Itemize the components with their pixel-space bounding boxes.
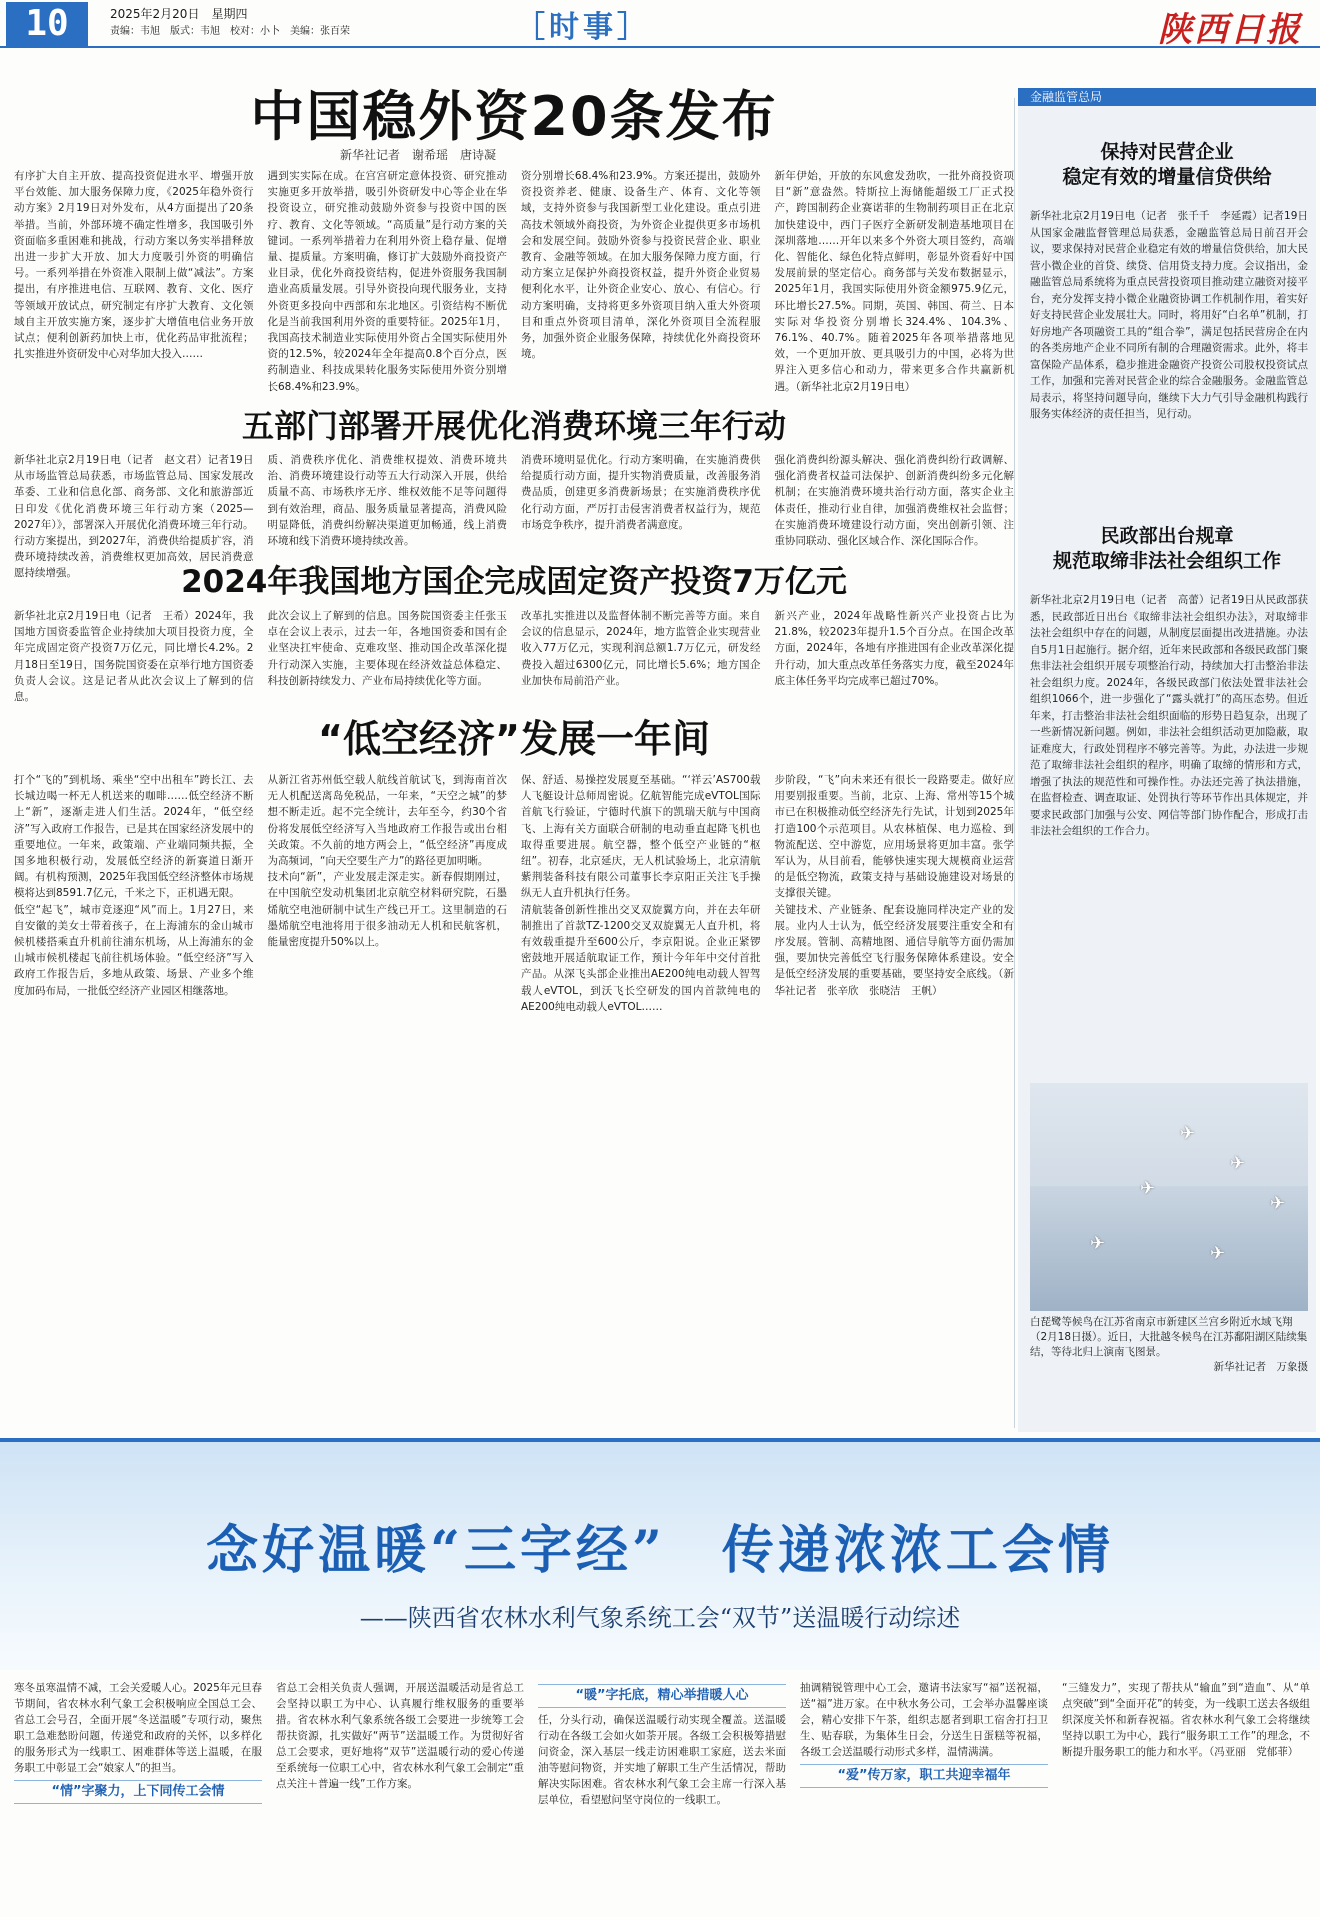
- byline: 新华社记者 谢希瑶 唐诗凝: [340, 148, 497, 162]
- bird-icon: ✈: [1180, 1123, 1196, 1144]
- article-soe-body: [14, 608, 1014, 708]
- paragraph: 资分别增长68.4%和23.9%。方案还提出，鼓励外资投资养老、健康、设备生产、体育、文化等领域，支持外资参与我国新型工业化建设。重点引进高技术领域外商投资，为外资企业提供更多市场机会和发展空间。鼓励外资参与投资民营企业、职业教育、金融等领域。在加大服务保障力度方面，行动方案立足保护外商投资权益，提升外资企业贸易便利化水平，让外资企业安心、放心、有信心。行动方案明确，支持将更多外资项目纳入重大外资项目和重点外资项目清单，深化外资项目全流程服务，加强外资企业服务保障，持续优化外商投资环境。: [521, 170, 761, 361]
- bird-icon: ✈: [1090, 1233, 1106, 1254]
- masthead-info: [110, 6, 410, 40]
- paragraph: [14, 772, 254, 1422]
- paragraph: 遇到实实际在成。在宫宫研定意体投资、研究推动实施更多开放举措，吸引外资研发中心等企业在华投资设立，研究推动鼓励外资参与投资中国的医疗、教育、文化等领域。“高质量”是行动方案的关键词。一系列举措着力在利用外资上稳存量、促增量、提质量。方案明确，修订扩大鼓励外商投资产业目录，优化外商投资结构，促进外资服务我国制造业高质量发展。引导外资投向现代服务业，支持外资更多投向中西部和东北地区。引资结构不断优化是当前我国利用外资的重要特征。2025年1月，我国高技术制造业实际使用外资占全国实际使用外资的12.5%，较2024年全年提高0.8个百分点，医药制造业、科技成果转化服务实际使用外资分别增长68.4%和23.9%。: [267, 170, 507, 393]
- paragraph-part: 步阶段，“飞”向未来还有很长一段路要走。做好应用要别报重要。当前，北京、上海、常州等15个城市已在积极推动低空经济先行先试，计划到2025年打造100个示范项目。从农林植保、电力巡检、到物流配送、空中游览，应用场景将更加丰富。张学军认为，从目前看，能够快速实现大规模商业运营的是低空物流，政策支持与基础设施建设对场景的支撑很关键。: [774, 774, 1014, 900]
- sidebar-headline-private-credit: [1020, 140, 1314, 190]
- paragraph: 新年伊始，开放的东风愈发劲吹，一批外商投资项目“新”意盎然。特斯拉上海储能超级工厂正式投产，跨国制药企业赛诺菲的生物制药项目正在北京加快建设中，西门子医疗全新研发制造基地项目在深圳落地……开年以来多个外资大项目签约，高端化、智能化、绿色化特点鲜明，彰显外资看好中国发展前景的坚定信心。商务部与关发布数据显示，2025年1月，我国实际使用外资金额975.9亿元，环比增长27.5%。同期，英国、韩国、荷兰、日本实际对华投资分别增长324.4%、104.3%、76.1%、40.7%。随着2025年各项举措落地见效，一个更加开放、更具吸引力的中国，必将为世界注入更多信心和动力，带来更多合作共赢新机遇。（新华社北京2月19日电）: [774, 170, 1014, 393]
- sidebar-headline-civil-affairs: [1020, 524, 1314, 574]
- paragraph: 此次会议上了解到的信息。国务院国资委主任张玉卓在会议上表示，过去一年，各地国资委和国有企业坚决扛牢使命、克难攻坚、推动国企改革深化提升行动深入实施，主要体现在经济效益总体稳定、科技创新持续发力、产业布局持续优化等方面。: [267, 610, 507, 687]
- paragraph: 改革扎实推进以及监督体制不断完善等方面。来自会议的信息显示，2024年，地方监管企业实现营业收入77万亿元，实现利润总额1.7万亿元，研发经费投入超过6300亿元，同比增长5.6%；地方国企业加快布局前沿产业。: [521, 610, 761, 687]
- feature-subhead: “情”字聚力，上下同传工会情: [14, 1780, 262, 1804]
- paragraph: [268, 772, 508, 1422]
- headline-low-altitude-economy: “低空经济”发展一年间: [318, 717, 710, 761]
- paragraph: 新华社北京2月19日电（记者 赵文君）记者19日从市场监管总局获悉，市场监管总局、国家发展改革委、工业和信息化部、商务部、文化和旅游部近日印发《优化消费环境三年行动方案（2025—2027年）》，部署深入开展优化消费环境三年行动。行动方案提出，到2027年，消费供给提质扩容，消费环境持续改善，消费维权更加高效，居民消费意愿持续增强。: [14, 454, 254, 580]
- feature-subhead: “暖”字托底，精心举措暖人心: [538, 1684, 786, 1708]
- headline-line: 规范取缔非法社会组织工作: [1052, 550, 1281, 572]
- paragraph-text: 寒冬虽寒温情不减，工会关爱暖人心。2025年元旦春节期间，省农林水利气象工会积极响应全国总工会、省总工会号召，全面开展“冬送温暖”专项行动，聚焦职工急难愁盼问题，传递党和政府的关怀，以多样化的服务形式为一线职工、困难群体等送上温暖，在服务职工中彰显工会“娘家人”的担当。: [14, 1682, 262, 1774]
- caption-text: 白琵鹭等候鸟在江苏省南京市新建区兰宫乡附近水域飞翔（2月18日摄）。近日，大批越冬候鸟在江苏鄱阳湖区陆续集结，等待北归上演南飞图景。: [1030, 1316, 1308, 1358]
- issue-date: 2025年2月20日 星期四: [110, 7, 248, 21]
- newspaper-logo: 陕西日报: [1158, 10, 1302, 50]
- paragraph-part: 保、舒适、易操控发展夏至基础。“‘祥云’AS700载人飞艇设计总师周密说。亿航智能完成eVTOL国际首航飞行验证，宁德时代旗下的凯瑞天航与中国商飞、上海有关方面联合研制的电动垂直起降飞机也取得重要进展。航空器，整个低空产业链的“枢纽”。初春，北京延庆，无人机试验场上，北京清航紫荆装备科技有限公司董事长李京阳正关注飞手操纵无人直升机执行任务。: [521, 774, 761, 900]
- article-consumption-body: [14, 452, 1014, 580]
- photo-caption: [1030, 1315, 1308, 1375]
- paragraph: 新兴产业，2024年战略性新兴产业投资占比为21.8%，较2023年提升1.5个百分点。在国企改革方面，2024年，各地有序推进国有企业改革深化提升行动，加大重点改革任务落实力度，截至2024年底主体任务平均完成率已超过70%。: [774, 610, 1014, 687]
- paragraph-part: 清航装备创新性推出交叉双旋翼方向，并在去年研制推出了首款TZ-1200交叉双旋翼无人直升机，将有效载重提升至600公斤，李京阳说。企业正紧锣密鼓地开展适航取证工作，预计今年年中交付首批产品。从深飞头部企业推出AE200纯电动载人智驾载人eVTOL，到沃飞长空研发的国内首款纯电的AE200纯电动载人eVTOL……: [521, 903, 761, 1013]
- headline-line: 稳定有效的增量信贷供给: [1062, 166, 1272, 188]
- paragraph: 省总工会相关负责人强调，开展送温暖活动是省总工会坚持以职工为中心、认真履行维权服务的重要举措。省农林水利气象系统各级工会要进一步统筹工会帮扶资源，扎实做好“两节”送温暖工作。为贯彻好省总工会要求，更好地将“双节”送温暖行动的爱心传递至系统每一位职工心中，省农林水利气象工会制定“重点关注＋普遍一线”工作方案。: [276, 1682, 524, 1790]
- editorial-staff: 责编：韦旭 版式：韦旭 校对：小卜 美编：张百荣: [110, 26, 350, 37]
- article-foreign-investment-body: [14, 168, 1014, 396]
- paragraph: [800, 1680, 1048, 1914]
- paragraph: 质、消费秩序优化、消费维权提效、消费环境共治、消费环境建设行动等五大行动深入开展，供给质量不高、市场秩序无序、维权效能不足等问题得到有效治理，商品、服务质量显著提高，消费风险明显降低，消费纠纷解决渠道更加畅通，线上消费环境和线下消费环境持续改善。: [267, 454, 507, 548]
- headline-foreign-investment: 中国稳外资20条发布: [250, 85, 778, 148]
- paragraph: 强化消费纠纷源头解决、强化消费纠纷行政调解、强化消费者权益司法保护、创新消费纠纷多元化解机制；在实施消费环境共治行动方面，落实企业主体责任，推动行业自律，加强消费维权社会监督；在实施消费环境建设行动方面，突出创新引领、注重协同联动、强化区域合作、深化国际合作。: [774, 454, 1014, 548]
- sidebar-story-civil-affairs: 新华社北京2月19日电（记者 高蕾）记者19日从民政部获悉，民政部近日出台《取缔非法社会组织办法》，对取缔非法社会组织中存在的问题，从制度层面提出改进措施。办法自5月1日起施行。据介绍，近年来民政部和各级民政部门聚焦非法社会组织开展专项整治行动，持续加大打击整治非法社会组织力度。2024年，各级民政部门依法处置非法社会组织1066个，进一步强化了“露头就打”的高压态势。但近年来，打击整治非法社会组织面临的形势日趋复杂，出现了一些新情况新问题。例如，非法社会组织活动更加隐蔽，取证难度大，行政处罚程序不够完善等。为此，办法进一步规范了取缔非法社会组织的程序，明确了取缔的情形和方式，增强了执法的规范性和可操作性。办法还完善了执法措施，在监督检查、调查取证、处罚执行等环节作出具体规定，并要求民政部门加强与公安、网信等部门协作配合，形成打击非法社会组织的工作合力。: [1030, 594, 1308, 837]
- paragraph-text: 抽调精锐管理中心工会，邀请书法家写“福”送祝福，送“福”进万家。在中秋水务公司，工会举办温馨座谈会，精心安排下午茶，组织志愿者到职工宿舍打扫卫生、贴春联，为集体生日会，分送生日蛋糕等祝福，各级工会送温暖行动形式多样，温情满满。: [800, 1682, 1048, 1758]
- photo-credit: 新华社记者 万象摄: [1213, 1361, 1308, 1373]
- news-photo-migratory-birds: [1030, 1083, 1308, 1311]
- feature-subhead: “爱”传万家，职工共迎幸福年: [800, 1764, 1048, 1788]
- paragraph-text: 任，分头行动，确保送温暖行动实现全覆盖。送温暖行动在各级工会如火如荼开展。各级工会积极筹措慰问资金，深入基层一线走访困难职工家庭，送去米面油等慰问物资，并实地了解职工生产生活情况，帮助解决实际困难。省农林水利气象工会主席一行深入基层单位，看望慰问坚守岗位的一线职工。: [538, 1714, 786, 1806]
- headline-line: 民政部出台规章: [1100, 525, 1234, 547]
- paragraph-part: 打个“飞的”到机场、乘坐“空中出租车”跨长江、去长城边喝一杯无人机送来的咖啡……低空经济不断上“新”，逐渐走进人们生活。2024年，“低空经济”写入政府工作报告，已是其在国家经济发展中的重要地位。一年来，政策端、产业端同频共振，全国多地积极行动，发展低空经济的新赛道日渐开阔。有机构预测，2025年我国低空经济整体市场规模将达到8591.7亿元，千米之下，正机遇无限。: [14, 774, 254, 900]
- feature-body: [14, 1680, 1310, 1914]
- sidebar-section-tag: 金融监管总局: [1018, 88, 1316, 106]
- bird-icon: ✈: [1230, 1153, 1246, 1174]
- bird-icon: ✈: [1210, 1243, 1226, 1264]
- paragraph-part: 从新江省苏州低空载人航线首航试飞，到海南首次无人机配送离岛免税品，一年来，“天空之城”的梦想不断走近。起不完全统计，去年至今，约30个省份将发展低空经济写入当地政府工作报告或出台相关政策。不久前的地方两会上，“低空经济”再度成为高频词，“向天空要生产力”的路径更加明晰。: [267, 774, 507, 868]
- column-rule: [1014, 98, 1015, 1428]
- headline-consumption-environment: 五部门部署开展优化消费环境三年行动: [241, 407, 786, 445]
- headline-soe-investment: 2024年我国地方国企完成固定资产投资7万亿元: [181, 564, 847, 600]
- paragraph-part: 关键技术、产业链条、配套设施同样决定产业的发展。业内人士认为，低空经济发展要注重安全和有序发展。管制、高精地图、通信导航等方面仍需加强，要加快完善低空飞行服务保障体系建设。安全是低空经济发展的重要基础，要坚持安全底线。（新华社记者 张辛欣 张晓洁 王帆）: [774, 903, 1014, 997]
- paragraph: [521, 772, 761, 1422]
- paragraph: [775, 772, 1015, 1422]
- paragraph-part: 技术向“新”，产业发展走深走实。新春假期刚过，在中国航空发动机集团北京航空材料研究院，石墨烯航空电池研制中试生产线已开工。这里制造的石墨烯航空电池将用于很多油动无人机和民航客机，能量密度提升50%以上。: [267, 871, 507, 949]
- masthead: [0, 0, 1320, 48]
- paragraph: [14, 1680, 262, 1914]
- bird-icon: ✈: [1270, 1193, 1286, 1214]
- bird-icon: ✈: [1140, 1178, 1156, 1199]
- paragraph-part: 低空“起飞”，城市竞逐迎“风”而上。1月27日，来自安徽的美女士带着孩子，在上海浦东的金山城市候机楼搭乘直升机前往浦东机场，从上海浦东的金山城市候机楼起飞前往机场体验。“低空经济”写入政府工作报告后，多地从政策、场景、产业多个维度加码布局，一批低空经济产业园区相继落地。: [14, 903, 254, 997]
- paragraph: 新华社北京2月19日电（记者 王希）2024年，我国地方国资委监管企业持续加大项目投资力度，全年完成固定资产投资7万亿元，同比增长4.2%。2月18日至19日，国务院国资委在京举行地方国资委负责人会议。这是记者从此次会议上了解到的信息。: [14, 610, 254, 704]
- feature-title: 念好温暖“三字经” 传递浓浓工会情: [206, 1520, 1114, 1581]
- article-low-altitude-body: [14, 772, 1014, 1422]
- paragraph: [538, 1680, 786, 1914]
- headline-line: 保持对民营企业: [1100, 141, 1234, 163]
- paragraph: 消费环境明显优化。行动方案明确，在实施消费供给提质行动方面，提升实物消费质量，改善服务消费品质，创建更多消费新场景；在实施消费秩序优化行动方面，严厉打击侵害消费者权益行为，规范市场竞争秩序，提升消费者满意度。: [521, 454, 761, 531]
- paragraph: 有序扩大自主开放、提高投资促进水平、增强开放平台效能、加大服务保障力度，《2025年稳外资行动方案》2月19日对外发布，从4方面提出了20条举措。当前，外部环境不确定性增多，我国吸引外资面临多重困难和挑战，行动方案以务实举措释放出进一步扩大开放、加大力度吸引外资的明确信号。一系列举措在外资准入限制上做“减法”。方案提出，有序推进电信、互联网、教育、文化、医疗等领域开放试点，研究制定有序扩大教育、文化领域自主开放实施方案，逐步扩大增值电信业务开放试点；便利创新药加快上市，优化药品审批流程；扎实推进外资研发中心对华加大投入……: [14, 170, 254, 361]
- feature-subtitle: ——陕西省农林水利气象系统工会“双节”送温暖行动综述: [359, 1604, 961, 1632]
- section-name: ［时事］: [515, 10, 651, 45]
- sidebar-story-private-credit: 新华社北京2月19日电（记者 张千千 李延霞）记者19日从国家金融监督管理总局获悉，金融监管总局日前召开会议，要求保持对民营企业稳定有效的增量信贷供给，加大民营小微企业的首贷、续贷、信用贷支持力度。会议指出，金融监管总局系统将为重点民营投资项目推动建立融资对接平台，充分发挥支持小微企业融资协调工作机制作用，着实好好支持民营企业发展壮大。同时，将用好“白名单”机制，打好房地产各项融资工具的“组合拳”，满足包括民营房企在内的各类房地产企业不同所有制的合理融资需求。此外，将丰富保险产品体系，稳步推进金融资产投资公司股权投资试点工作，加强和完善对民营企业的综合金融服务。金融监管总局表示，将坚持问题导向，继续下大力气引导金融机构践行服务实体经济的责任担当，见行动。: [1030, 210, 1308, 420]
- paragraph: “三缝发力”，实现了帮扶从“输血”到“造血”、从“单点突破”到“全面开花”的转变，为一线职工送去各级组织深度关怀和新春祝福。省农林水利气象工会将继续坚持以职工为中心，践行“服务职工工作”的理念，不断提升服务职工的能力和水平。（冯亚丽 党郁菲）: [1062, 1682, 1310, 1758]
- photo-water: [1030, 1186, 1308, 1311]
- page-number: 10: [6, 2, 88, 46]
